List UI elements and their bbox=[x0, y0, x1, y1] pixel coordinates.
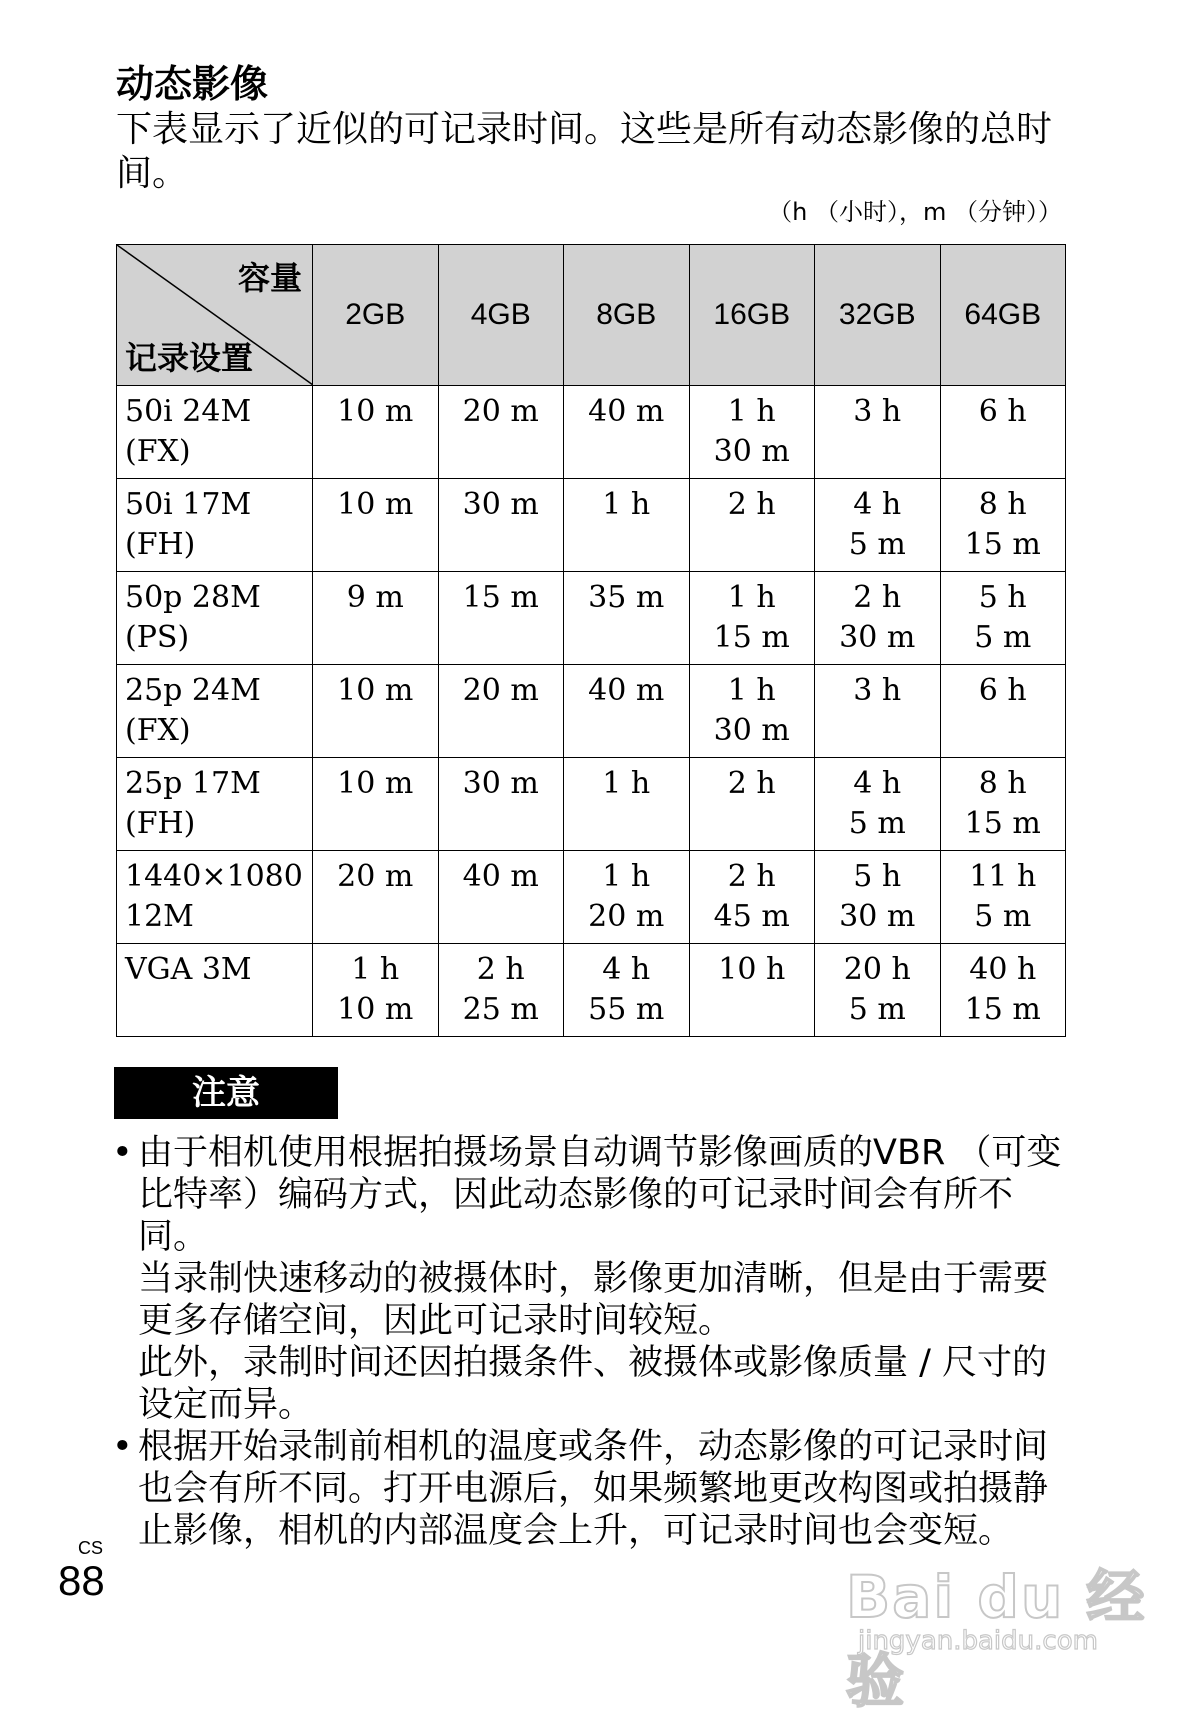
recording-time-cell bbox=[940, 665, 1066, 758]
recording-time-cell bbox=[313, 758, 439, 851]
recording-time-table bbox=[116, 244, 1066, 1037]
section-title: 动态影像 bbox=[116, 62, 269, 106]
recording-time-cell bbox=[815, 758, 941, 851]
capacity-label: 容量 bbox=[237, 259, 302, 297]
recording-time-value: 5 m bbox=[848, 992, 906, 1027]
record-setting-line: 50i 17M bbox=[125, 487, 252, 522]
table-row bbox=[117, 758, 1066, 851]
recording-time-value: 1 h bbox=[602, 859, 651, 894]
recording-time-value: 4 h bbox=[602, 952, 651, 987]
record-setting-line: 1440×1080 bbox=[125, 859, 303, 894]
recording-time-cell bbox=[438, 758, 564, 851]
recording-time-value: 55 m bbox=[588, 992, 665, 1027]
record-setting-cell bbox=[117, 758, 313, 851]
recording-time-cell bbox=[689, 851, 815, 944]
page-language-code: CS bbox=[78, 1538, 104, 1558]
recording-time-value: 6 h bbox=[978, 394, 1027, 429]
recording-time-value: 1 h bbox=[727, 580, 776, 615]
note-paragraph: 根据开始录制前相机的温度或条件，动态影像的可记录时间也会有所不同。打开电源后，如果频繁地更改构图或拍摄静止影像，相机的内部温度会上升，可记录时间也会变短。 bbox=[138, 1427, 1049, 1551]
recording-time-value: 1 h bbox=[727, 673, 776, 708]
table-row bbox=[117, 944, 1066, 1037]
recording-time-cell bbox=[438, 572, 564, 665]
recording-time-cell bbox=[689, 386, 815, 479]
recording-time-cell bbox=[940, 479, 1066, 572]
recording-time-value: 5 m bbox=[848, 806, 906, 841]
recording-time-cell bbox=[564, 944, 690, 1037]
record-setting-cell bbox=[117, 944, 313, 1037]
note-paragraph: 当录制快速移动的被摄体时，影像更加清晰，但是由于需要更多存储空间，因此可记录时间较短。 bbox=[138, 1259, 1049, 1341]
recording-time-cell bbox=[438, 479, 564, 572]
record-setting-cell bbox=[117, 572, 313, 665]
capacity-header: 4GB bbox=[438, 245, 564, 386]
record-setting-line: 50i 24M bbox=[125, 394, 252, 429]
recording-time-cell bbox=[940, 572, 1066, 665]
recording-time-value: 8 h bbox=[978, 766, 1027, 801]
recording-time-value: 6 h bbox=[978, 673, 1027, 708]
recording-time-cell bbox=[564, 665, 690, 758]
capacity-header: 2GB bbox=[313, 245, 439, 386]
recording-time-value: 15 m bbox=[462, 580, 539, 615]
record-setting-line: (PS) bbox=[125, 620, 190, 655]
recording-time-value: 5 m bbox=[974, 899, 1032, 934]
notes-list bbox=[112, 1132, 1062, 1552]
recording-time-cell bbox=[815, 851, 941, 944]
recording-time-value: 30 m bbox=[839, 620, 916, 655]
recording-time-value: 20 m bbox=[588, 899, 665, 934]
recording-time-value: 10 h bbox=[718, 952, 786, 987]
recording-time-cell bbox=[689, 758, 815, 851]
record-setting-line: VGA 3M bbox=[125, 952, 252, 987]
recording-time-cell bbox=[940, 944, 1066, 1037]
recording-time-value: 10 m bbox=[337, 992, 414, 1027]
recording-time-value: 40 m bbox=[588, 394, 665, 429]
recording-time-cell bbox=[815, 386, 941, 479]
recording-time-value: 25 m bbox=[462, 992, 539, 1027]
recording-time-cell bbox=[438, 386, 564, 479]
recording-time-value: 40 m bbox=[588, 673, 665, 708]
recording-time-value: 20 m bbox=[462, 673, 539, 708]
record-setting-cell bbox=[117, 386, 313, 479]
page-number: 88 bbox=[58, 1557, 105, 1604]
recording-time-cell bbox=[815, 572, 941, 665]
recording-time-value: 11 h bbox=[969, 859, 1037, 894]
note-paragraph: 此外，录制时间还因拍摄条件、被摄体或影像质量 / 尺寸的设定而异。 bbox=[138, 1343, 1048, 1425]
recording-time-value: 35 m bbox=[588, 580, 665, 615]
recording-time-value: 2 h bbox=[727, 859, 776, 894]
note-item bbox=[112, 1132, 1062, 1426]
recording-time-cell bbox=[815, 479, 941, 572]
recording-time-cell bbox=[313, 572, 439, 665]
recording-time-cell bbox=[940, 851, 1066, 944]
recording-time-cell bbox=[689, 944, 815, 1037]
recording-time-value: 4 h bbox=[853, 766, 902, 801]
capacity-header: 64GB bbox=[940, 245, 1066, 386]
record-setting-line: (FX) bbox=[125, 713, 191, 748]
record-setting-line: 25p 24M bbox=[125, 673, 261, 708]
recording-time-cell bbox=[438, 851, 564, 944]
recording-time-cell bbox=[564, 386, 690, 479]
table-row bbox=[117, 479, 1066, 572]
recording-time-cell bbox=[815, 944, 941, 1037]
note-heading: 注意 bbox=[114, 1067, 338, 1119]
recording-time-value: 9 m bbox=[346, 580, 404, 615]
recording-time-value: 5 m bbox=[974, 620, 1032, 655]
recording-time-value: 3 h bbox=[853, 673, 902, 708]
recording-time-value: 2 h bbox=[476, 952, 525, 987]
recording-time-cell bbox=[940, 758, 1066, 851]
record-setting-line: (FH) bbox=[125, 806, 196, 841]
recording-time-value: 10 m bbox=[337, 487, 414, 522]
recording-time-value: 40 m bbox=[462, 859, 539, 894]
recording-time-value: 45 m bbox=[713, 899, 790, 934]
capacity-header: 8GB bbox=[564, 245, 690, 386]
table-row bbox=[117, 851, 1066, 944]
capacity-header: 16GB bbox=[689, 245, 815, 386]
recording-time-cell bbox=[313, 944, 439, 1037]
recording-time-value: 3 h bbox=[853, 394, 902, 429]
record-setting-line: 50p 28M bbox=[125, 580, 261, 615]
record-setting-cell bbox=[117, 665, 313, 758]
recording-time-cell bbox=[689, 479, 815, 572]
record-setting-cell bbox=[117, 479, 313, 572]
recording-time-value: 1 h bbox=[351, 952, 400, 987]
watermark-logo-text: Bai du 经验 bbox=[846, 1563, 1147, 1715]
recording-time-cell bbox=[564, 479, 690, 572]
recording-time-value: 30 m bbox=[462, 766, 539, 801]
table-row bbox=[117, 665, 1066, 758]
table-header-row bbox=[117, 245, 1066, 386]
recording-time-value: 10 m bbox=[337, 766, 414, 801]
recording-time-cell bbox=[815, 665, 941, 758]
recording-time-value: 20 h bbox=[843, 952, 911, 987]
recording-time-value: 5 m bbox=[848, 527, 906, 562]
corner-header-cell bbox=[117, 245, 313, 386]
recording-time-cell bbox=[564, 758, 690, 851]
recording-time-value: 8 h bbox=[978, 487, 1027, 522]
watermark-url: jingyan.baidu.com bbox=[858, 1626, 1098, 1656]
recording-time-value: 5 h bbox=[978, 580, 1027, 615]
recording-time-value: 30 m bbox=[462, 487, 539, 522]
recording-time-cell bbox=[689, 572, 815, 665]
recording-time-cell bbox=[940, 386, 1066, 479]
note-paragraph: 由于相机使用根据拍摄场景自动调节影像画质的VBR （可变比特率）编码方式，因此动态影像的可记录时间会有所不同。 bbox=[138, 1133, 1062, 1257]
recording-time-value: 10 m bbox=[337, 394, 414, 429]
recording-time-value: 30 m bbox=[839, 899, 916, 934]
unit-note: （h （小时），m （分钟）） bbox=[768, 198, 1062, 226]
table-row bbox=[117, 572, 1066, 665]
recording-time-cell bbox=[564, 572, 690, 665]
recording-time-value: 15 m bbox=[964, 992, 1041, 1027]
recording-time-value: 40 h bbox=[969, 952, 1037, 987]
record-setting-line: (FH) bbox=[125, 527, 196, 562]
recording-time-value: 1 h bbox=[602, 487, 651, 522]
recording-time-value: 4 h bbox=[853, 487, 902, 522]
record-setting-line: 12M bbox=[125, 899, 194, 934]
recording-time-value: 2 h bbox=[727, 487, 776, 522]
recording-time-cell bbox=[313, 851, 439, 944]
recording-time-value: 2 h bbox=[853, 580, 902, 615]
record-setting-label: 记录设置 bbox=[125, 339, 254, 377]
recording-time-cell bbox=[438, 665, 564, 758]
recording-time-value: 1 h bbox=[727, 394, 776, 429]
recording-time-cell bbox=[438, 944, 564, 1037]
recording-time-value: 10 m bbox=[337, 673, 414, 708]
bullet: • bbox=[112, 1133, 133, 1173]
record-setting-cell bbox=[117, 851, 313, 944]
recording-time-value: 30 m bbox=[713, 713, 790, 748]
recording-time-cell bbox=[564, 851, 690, 944]
recording-time-cell bbox=[313, 665, 439, 758]
table-row bbox=[117, 386, 1066, 479]
recording-time-value: 15 m bbox=[964, 527, 1041, 562]
recording-time-value: 15 m bbox=[964, 806, 1041, 841]
recording-time-value: 20 m bbox=[462, 394, 539, 429]
record-setting-line: (FX) bbox=[125, 434, 191, 469]
recording-time-cell bbox=[689, 665, 815, 758]
recording-time-value: 15 m bbox=[713, 620, 790, 655]
recording-time-cell bbox=[313, 479, 439, 572]
recording-time-value: 5 h bbox=[853, 859, 902, 894]
recording-time-value: 2 h bbox=[727, 766, 776, 801]
recording-time-value: 30 m bbox=[713, 434, 790, 469]
recording-time-cell bbox=[313, 386, 439, 479]
recording-time-value: 20 m bbox=[337, 859, 414, 894]
capacity-header: 32GB bbox=[815, 245, 941, 386]
recording-time-value: 1 h bbox=[602, 766, 651, 801]
bullet: • bbox=[112, 1427, 133, 1467]
intro-text: 下表显示了近似的可记录时间。这些是所有动态影像的总时间。 bbox=[116, 109, 1053, 194]
baidu-watermark bbox=[846, 1530, 1176, 1715]
record-setting-line: 25p 17M bbox=[125, 766, 261, 801]
